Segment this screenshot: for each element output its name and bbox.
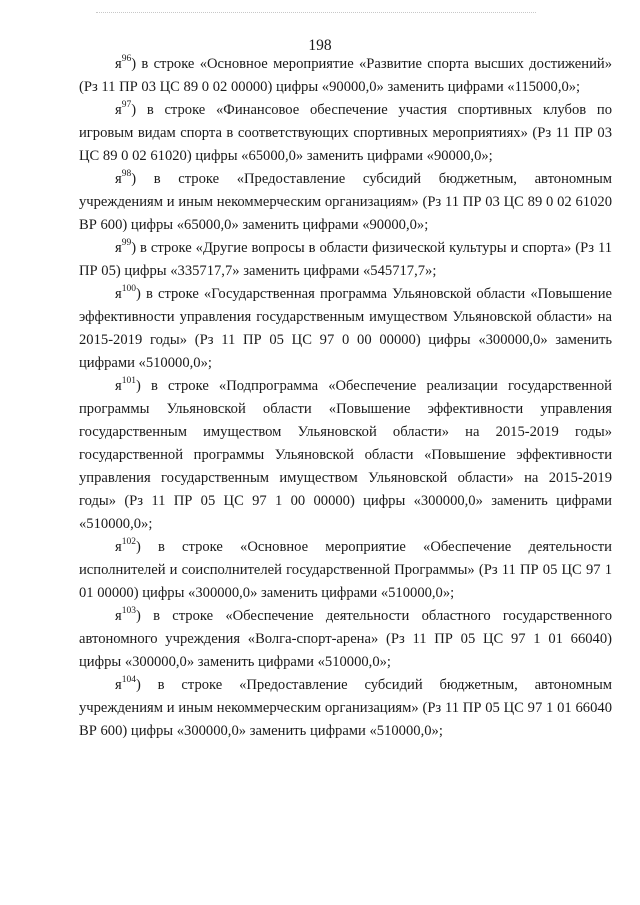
paragraph (79, 536, 612, 605)
paragraph-text: ) в строке «Подпрограмма «Обеспечение реализации государственной программы Ульяновской области «Повышение эффективности управления государственным имуществом Ульяновской области» на 2015-2019 годы» государственной программы Ульяновской области «Повышение эффективности управления государственным имуществом Ульяновской области» на 2015-2019 годы» (Рз 11 ПР 05 ЦС 97 1 00 00000) цифры «300000,0» заменить цифрами «510000,0»; (79, 378, 612, 532)
paragraph-text: ) в строке «Предоставление субсидий бюджетным, автономным учреждениям и иным некоммерческим организациям» (Рз 11 ПР 05 ЦС 97 1 01 66040 ВР 600) цифры «300000,0» заменить цифрами «510000,0»; (79, 677, 612, 739)
item-marker: я (115, 286, 122, 302)
paragraph (79, 283, 612, 375)
item-superscript: 96 (121, 54, 132, 65)
paragraph-text: ) в строке «Финансовое обеспечение участия спортивных клубов по игровым видам спорта в соответствующих спортивных мероприятиях» (Рз 11 ПР 03 ЦС 89 0 02 61020) цифры «65000,0» заменить цифрами «90000,0»; (79, 102, 612, 164)
document-body (79, 53, 612, 743)
item-superscript: 100 (121, 284, 136, 295)
item-superscript: 101 (121, 376, 136, 387)
item-marker: я (115, 171, 122, 187)
paragraph-text: ) в строке «Предоставление субсидий бюджетным, автономным учреждениям и иным некоммерческим организациям» (Рз 11 ПР 03 ЦС 89 0 02 61020 ВР 600) цифры «65000,0» заменить цифрами «90000,0»; (79, 171, 612, 233)
item-marker: я (115, 378, 122, 394)
item-superscript: 98 (121, 169, 132, 180)
paragraph (79, 375, 612, 536)
paragraph-text: ) в строке «Другие вопросы в области физической культуры и спорта» (Рз 11 ПР 05) цифры «335717,7» заменить цифрами «545717,7»; (79, 240, 612, 279)
page-number: 198 (308, 37, 332, 54)
item-marker: я (115, 56, 122, 72)
item-marker: я (115, 102, 122, 118)
paragraph-text: ) в строке «Основное мероприятие «Обеспечение деятельности исполнителей и соисполнителей государственной Программы» (Рз 11 ПР 05 ЦС 97 1 01 00000) цифры «300000,0» заменить цифрами «510000,0»; (79, 539, 612, 601)
paragraph-text: ) в строке «Государственная программа Ульяновской области «Повышение эффективности управления государственным имуществом Ульяновской области» на 2015-2019 годы» (Рз 11 ПР 05 ЦС 97 0 00 00000) цифры «300000,0» заменить цифрами «510000,0»; (79, 286, 612, 371)
item-marker: я (115, 608, 122, 624)
item-superscript: 102 (121, 537, 136, 548)
item-marker: я (115, 240, 122, 256)
paragraph-text: ) в строке «Обеспечение деятельности областного государственного автономного учреждения «Волга-спорт-арена» (Рз 11 ПР 05 ЦС 97 1 01 66040) цифры «300000,0» заменить цифрами «510000,0»; (79, 608, 612, 670)
paragraph (79, 237, 612, 283)
paragraph (79, 674, 612, 743)
item-marker: я (115, 677, 122, 693)
paragraph-text: ) в строке «Основное мероприятие «Развитие спорта высших достижений» (Рз 11 ПР 03 ЦС 89 0 02 00000) цифры «90000,0» заменить цифрами «115000,0»; (79, 56, 612, 95)
item-marker: я (115, 539, 122, 555)
paragraph (79, 168, 612, 237)
paragraph (79, 605, 612, 674)
scan-artifact (96, 12, 536, 15)
item-superscript: 97 (121, 100, 132, 111)
paragraph (79, 99, 612, 168)
item-superscript: 103 (121, 606, 136, 617)
item-superscript: 99 (121, 238, 132, 249)
item-superscript: 104 (121, 675, 136, 686)
paragraph (79, 53, 612, 99)
